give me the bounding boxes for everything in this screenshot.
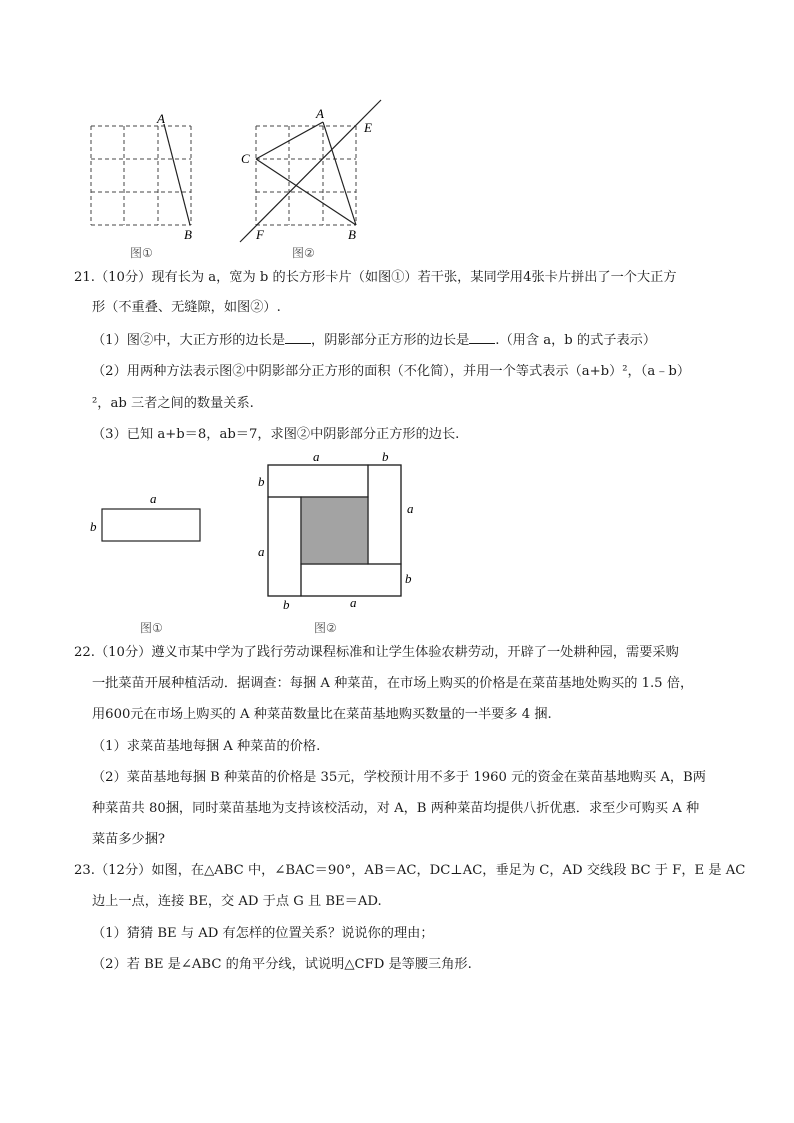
mid-fig2-caption: 图②	[314, 621, 337, 635]
q21-line2: 形（不重叠、无缝隙，如图②）.	[92, 300, 281, 315]
q21-part2-b: ²，ab 三者之间的数量关系.	[92, 396, 254, 411]
q22-part2-c: 菜苗多少捆?	[92, 832, 166, 847]
mid-fig2-label-a-bottom: a	[350, 595, 357, 610]
q21-p1-text-c: .（用含 a，b 的式子表示）	[495, 333, 657, 348]
mid-fig2-label-b-left: b	[258, 474, 265, 489]
mid-fig2-label-a-top: a	[313, 449, 320, 464]
q21-part3: （3）已知 a+b＝8，ab＝7，求图②中阴影部分正方形的边长.	[92, 427, 460, 442]
mid-fig2-label-a-left: a	[258, 544, 265, 559]
mid-fig2-card-bottom	[301, 564, 401, 596]
fig1-label-b: B	[184, 227, 192, 242]
fig1-segment-ab	[164, 124, 190, 225]
fig2-triangle-abc	[256, 122, 356, 225]
mid-fig2-label-b-right: b	[405, 571, 412, 586]
q22-line2: 一批菜苗开展种植活动．据调查：每捆 A 种菜苗，在市场上购买的价格是在菜苗基地处购买的 1.5 倍，	[92, 676, 694, 691]
mid-fig2-card-left	[268, 497, 301, 596]
mid-fig1-rect	[102, 509, 200, 541]
q23-line1: 23.（12分）如图，在△ABC 中，∠BAC＝90°，AB＝AC，DC⊥AC，垂足为 C，AD 交线段 BC 于 F，E 是 AC	[74, 863, 746, 878]
mid-fig2-label-b-bottom: b	[283, 597, 290, 612]
mid-fig2-card-top	[268, 465, 368, 497]
q23-line2: 边上一点，连接 BE，交 AD 于点 G 且 BE＝AD.	[92, 894, 382, 909]
q21-blank-1	[285, 331, 311, 344]
q22-line3: 用600元在市场上购买的 A 种菜苗数量比在菜苗基地购买数量的一半要多 4 捆.	[92, 707, 552, 722]
mid-fig2-label-a-right: a	[407, 501, 414, 516]
top-figures	[80, 96, 400, 266]
mid-fig1-label-b: b	[90, 519, 97, 534]
q21-p1-text-a: （1）图②中，大正方形的边长是	[92, 333, 286, 348]
q23-part1: （1）猜猜 BE 与 AD 有怎样的位置关系？说说你的理由；	[92, 926, 434, 941]
fig2-label-b: B	[348, 227, 356, 242]
mid-fig2-card-right	[368, 465, 401, 564]
q21-p1-text-b: ，阴影部分正方形的边长是	[311, 333, 470, 348]
q22-part2-b: 种菜苗共 80捆，同时菜苗基地为支持该校活动，对 A，B 两种菜苗均提供八折优惠．求至少可购买 A 种	[92, 801, 700, 816]
fig2-line-ef	[240, 100, 381, 242]
fig2-label-f: F	[256, 227, 264, 242]
fig2-label-c: C	[241, 151, 250, 166]
q21-part1	[92, 331, 656, 351]
q22-part1: （1）求菜苗基地每捆 A 种菜苗的价格.	[92, 739, 321, 754]
q21-line1: 21.（10分）现有长为 a，宽为 b 的长方形卡片（如图①）若干张，某同学用4张卡片拼出了一个大正方	[74, 270, 677, 285]
fig2-caption: 图②	[292, 246, 315, 260]
fig1-label-a: A	[157, 111, 165, 126]
fig2-label-a: A	[316, 106, 324, 121]
fig1-caption: 图①	[130, 246, 153, 260]
q22-line1: 22.（10分）遵义市某中学为了践行劳动课程标准和让学生体验农耕劳动，开辟了一处耕种园，需要采购	[74, 645, 679, 660]
mid-fig1-label-a: a	[150, 491, 157, 506]
q23-part2: （2）若 BE 是∠ABC 的角平分线，试说明△CFD 是等腰三角形.	[92, 957, 472, 972]
mid-figures	[80, 446, 430, 642]
q22-part2-a: （2）菜苗基地每捆 B 种菜苗的价格是 35元，学校预计用不多于 1960 元的资金在菜苗基地购买 A，B两	[92, 770, 706, 785]
mid-fig2-label-b-top: b	[382, 449, 389, 464]
fig2-label-e: E	[364, 120, 372, 135]
q21-part2-a: （2）用两种方法表示图②中阴影部分正方形的面积（不化简），并用一个等式表示（a+b）²，（a﹣b）	[92, 364, 691, 379]
mid-fig1-caption: 图①	[140, 621, 163, 635]
mid-fig2-shaded-square	[301, 497, 368, 564]
q21-blank-2	[469, 331, 495, 344]
fig1-grid	[91, 126, 191, 225]
